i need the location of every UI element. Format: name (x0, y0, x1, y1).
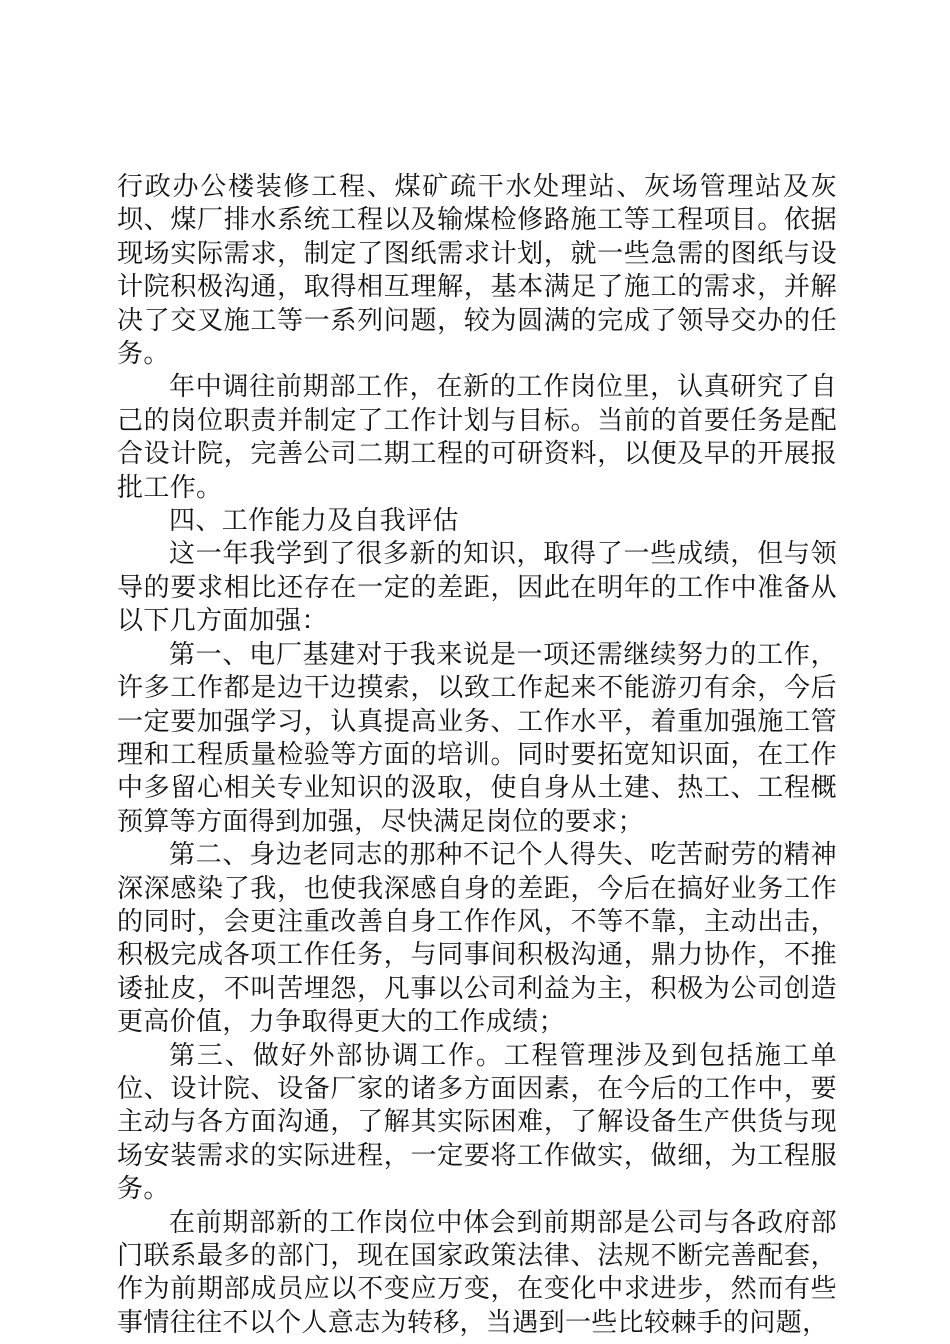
paragraph-point-two: 第二、身边老同志的那种不记个人得失、吃苦耐劳的精神深深感染了我，也使我深感自身的差距，今后在搞好业务工作的同时，会更注重改善自身工作作风，不等不靠，主动出击，积极完成各项工作任务，与同事间积极沟通，鼎力协作，不推诿扯皮，不叫苦埋怨，凡事以公司利益为主，积极为公司创造更高价值，力争取得更大的工作成绩； (117, 840, 837, 1038)
document-body (117, 171, 837, 1340)
paragraph-point-one: 第一、电厂基建对于我来说是一项还需继续努力的工作，许多工作都是边干边摸索，以致工作起来不能游刃有余，今后一定要加强学习，认真提高业务、工作水平，着重加强施工管理和工程质量检验等方面的培训。同时要拓宽知识面，在工作中多留心相关专业知识的汲取，使自身从土建、热工、工程概预算等方面得到加强，尽快满足岗位的要求； (117, 639, 837, 837)
paragraph-transfer-to-preliminary-dept: 年中调往前期部工作，在新的工作岗位里，认真研究了自己的岗位职责并制定了工作计划与目标。当前的首要任务是配合设计院，完善公司二期工程的可研资料，以便及早的开展报批工作。 (117, 372, 837, 503)
paragraph-self-assessment-intro: 这一年我学到了很多新的知识，取得了一些成绩，但与领导的要求相比还存在一定的差距，因此在明年的工作中准备从以下几方面加强： (117, 539, 837, 637)
paragraph-point-three: 第三、做好外部协调工作。工程管理涉及到包括施工单位、设计院、设备厂家的诸多方面因素，在今后的工作中，要主动与各方面沟通，了解其实际困难，了解设备生产供货与现场安装需求的实际进程，一定要将工作做实，做细，为工程服务。 (117, 1040, 837, 1205)
paragraph-preliminary-dept-experience: 在前期部新的工作岗位中体会到前期部是公司与各政府部门联系最多的部门，现在国家政策法律、法规不断完善配套，作为前期部成员应以不变应万变，在变化中求进步，然而有些事情往往不以个人意志为转移，当遇到一些比较棘手的问题， (117, 1207, 837, 1338)
section-heading-work-ability: 四、工作能力及自我评估 (169, 506, 459, 537)
paragraph-continuation: 行政办公楼装修工程、煤矿疏干水处理站、灰场管理站及灰坝、煤厂排水系统工程以及输煤检修路施工等工程项目。依据现场实际需求，制定了图纸需求计划，就一些急需的图纸与设计院积极沟通，取得相互理解，基本满足了施工的需求，并解决了交叉施工等一系列问题，较为圆满的完成了领导交办的任务。 (117, 172, 837, 370)
